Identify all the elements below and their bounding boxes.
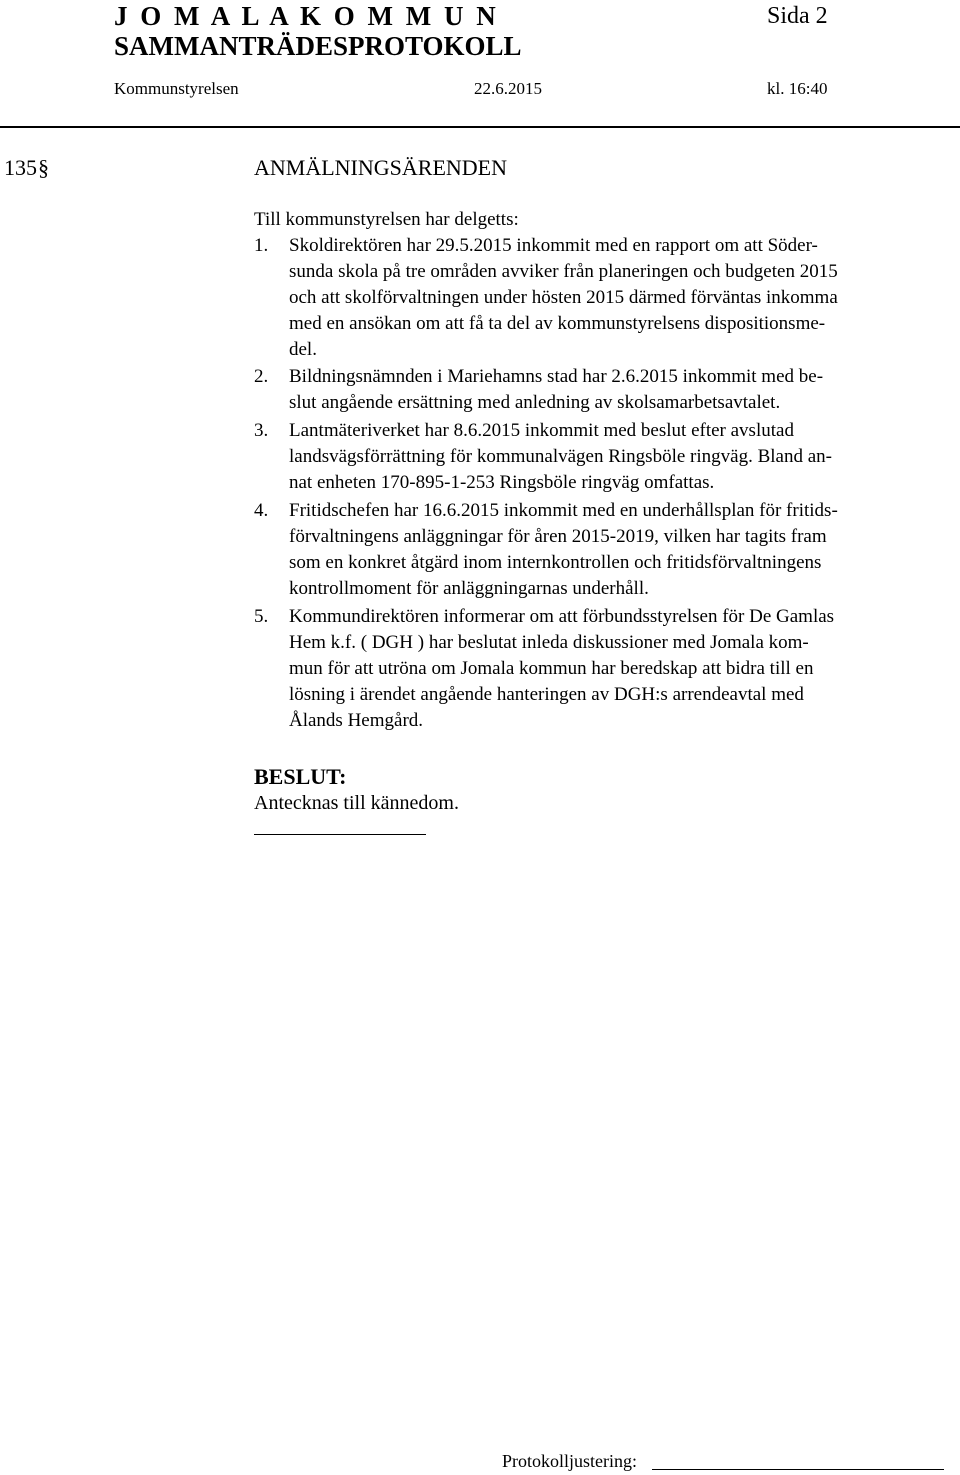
item-line: Hem k.f. ( DGH ) har beslutat inleda diskussioner med Jomala kom- xyxy=(289,632,809,653)
meeting-time: kl. 16:40 xyxy=(767,79,828,98)
item-line: Lantmäteriverket har 8.6.2015 inkommit med beslut efter avslutad xyxy=(289,420,794,441)
meeting-body: Kommunstyrelsen xyxy=(114,79,239,98)
item-line: sunda skola på tre områden avviker från planeringen och budgeten 2015 xyxy=(289,261,838,282)
item-line: mun för att utröna om Jomala kommun har beredskap att bidra till en xyxy=(289,658,814,679)
footer-label: Protokolljustering: xyxy=(502,1451,637,1471)
item-line: landsvägsförrättning för kommunalvägen Ringsböle ringväg. Bland an- xyxy=(289,446,832,467)
header-divider xyxy=(0,126,960,128)
item-line: Ålands Hemgård. xyxy=(289,710,424,731)
item-number: 2. xyxy=(254,366,269,387)
item-line: Bildningsnämnden i Mariehamns stad har 2.6.2015 inkommit med be- xyxy=(289,366,824,387)
meeting-date: 22.6.2015 xyxy=(474,79,542,98)
item-line: som en konkret åtgärd inom internkontrollen och fritidsförvaltningens xyxy=(289,552,822,573)
item-line: och att skolförvaltningen under hösten 2015 därmed förväntas inkomma xyxy=(289,287,838,308)
item-line: Skoldirektören har 29.5.2015 inkommit med en rapport om att Söder- xyxy=(289,235,818,256)
item-line: nat enheten 170-895-1-253 Ringsböle ringväg omfattas. xyxy=(289,472,715,493)
item-line: förvaltningens anläggningar för åren 2015-2019, vilken har tagits fram xyxy=(289,526,827,547)
item-line: med en ansökan om att få ta del av kommunstyrelsens dispositionsme- xyxy=(289,313,826,334)
item-line: Kommundirektören informerar om att förbundsstyrelsen för De Gamlas xyxy=(289,606,835,627)
organization-name: J O M A L A K O M M U N xyxy=(114,1,499,31)
item-number: 1. xyxy=(254,235,269,256)
page-number: Sida 2 xyxy=(767,3,828,29)
item-line: slut angående ersättning med anledning av skolsamarbetsavtalet. xyxy=(289,392,781,413)
section-end-rule xyxy=(254,834,426,835)
item-number: 4. xyxy=(254,500,269,521)
section-number: 135 xyxy=(4,155,37,180)
document-type: SAMMANTRÄDESPROTOKOLL xyxy=(114,31,522,61)
item-line: lösning i ärendet angående hanteringen av DGH:s arrendeavtal med xyxy=(289,684,804,705)
decision-text: Antecknas till kännedom. xyxy=(254,792,459,814)
section-title: ANMÄLNINGSÄRENDEN xyxy=(254,155,507,180)
section-symbol: § xyxy=(38,155,49,180)
item-line: kontrollmoment för anläggningarnas underhåll. xyxy=(289,578,649,599)
item-number: 5. xyxy=(254,606,269,627)
decision-heading: BESLUT: xyxy=(254,764,347,789)
item-line: del. xyxy=(289,339,317,360)
item-line: Fritidschefen har 16.6.2015 inkommit med en underhållsplan för fritids- xyxy=(289,500,838,521)
section-intro: Till kommunstyrelsen har delgetts: xyxy=(254,209,519,230)
signature-line xyxy=(652,1469,944,1470)
item-number: 3. xyxy=(254,420,269,441)
